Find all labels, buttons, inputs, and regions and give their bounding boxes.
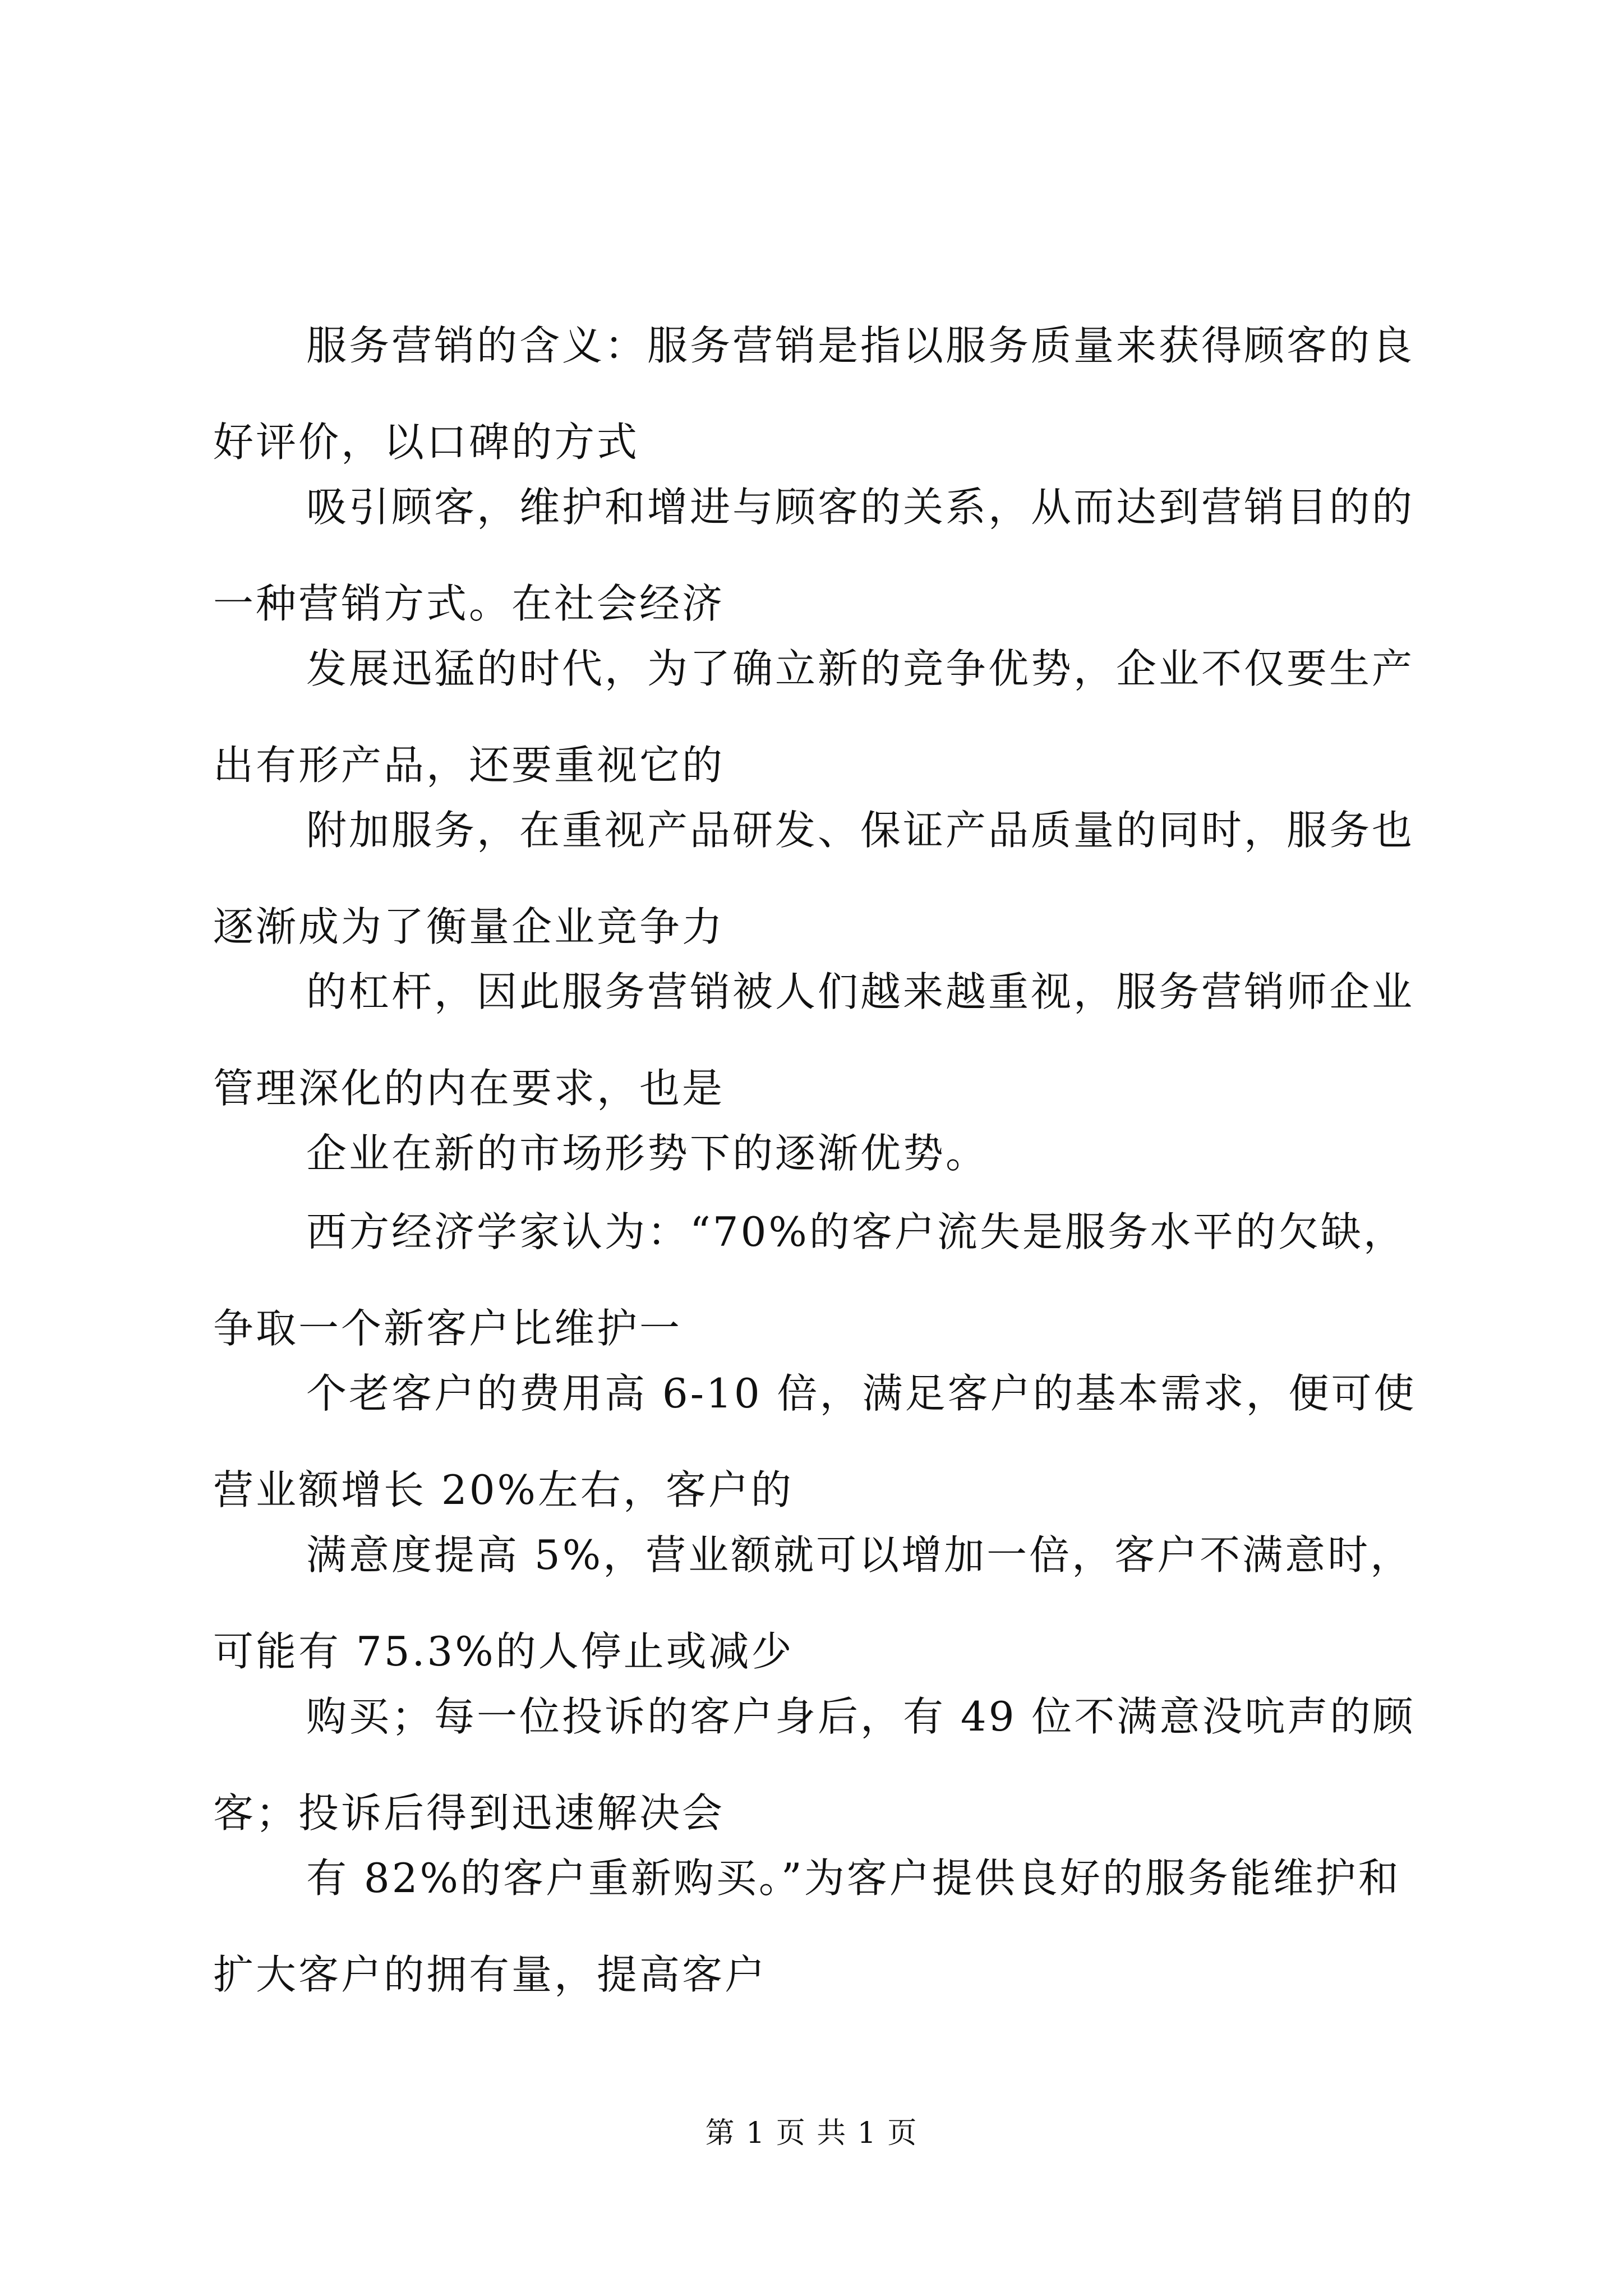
- paragraph-line: 服务营销的含义：服务营销是指以服务质量来获得顾客的良: [306, 322, 1415, 369]
- paragraph-line: 购买；每一位投诉的客户身后，有 49 位不满意没吭声的顾: [306, 1693, 1415, 1740]
- page-number-footer: 第 1 页 共 1 页: [705, 2116, 918, 2150]
- paragraph-line: 扩大客户的拥有量，提高客户: [213, 1951, 768, 1998]
- paragraph-line: 好评价，以口碑的方式: [213, 418, 640, 466]
- paragraph-line: 争取一个新客户比维护一: [213, 1305, 683, 1352]
- paragraph-line: 逐渐成为了衡量企业竞争力: [213, 903, 725, 950]
- paragraph-line: 企业在新的市场形势下的逐渐优势。: [306, 1130, 989, 1177]
- paragraph-line: 出有形产品，还要重视它的: [213, 742, 725, 789]
- paragraph-line: 有 82%的客户重新购买。”为客户提供良好的服务能维护和: [306, 1855, 1401, 1902]
- paragraph-line: 附加服务，在重视产品研发、保证产品质量的同时，服务也: [306, 807, 1415, 854]
- paragraph-line: 一种营销方式。在社会经济: [213, 580, 725, 627]
- paragraph-line: 可能有 75.3%的人停止或减少: [213, 1628, 794, 1675]
- paragraph-line: 管理深化的内在要求，也是: [213, 1065, 725, 1112]
- paragraph-line: 满意度提高 5%，营业额就可以增加一倍，客户不满意时，: [306, 1531, 1413, 1579]
- paragraph: [213, 1830, 1424, 2023]
- paragraph-line: 西方经济学家认为：“70%的客户流失是服务水平的欠缺，: [306, 1208, 1406, 1255]
- paragraph-line: 个老客户的费用高 6-10 倍，满足客户的基本需求，便可使: [306, 1370, 1417, 1417]
- paragraph-line: 营业额增长 20%左右，客户的: [213, 1466, 794, 1513]
- paragraph-line: 发展迅猛的时代，为了确立新的竞争优势，企业不仅要生产: [306, 645, 1415, 692]
- paragraph-line: 的杠杆，因此服务营销被人们越来越重视，服务营销师企业: [306, 968, 1415, 1015]
- paragraph-line: 吸引顾客，维护和增进与顾客的关系，从而达到营销目的的: [306, 484, 1415, 531]
- paragraph-line: 客；投诉后得到迅速解决会: [213, 1789, 725, 1837]
